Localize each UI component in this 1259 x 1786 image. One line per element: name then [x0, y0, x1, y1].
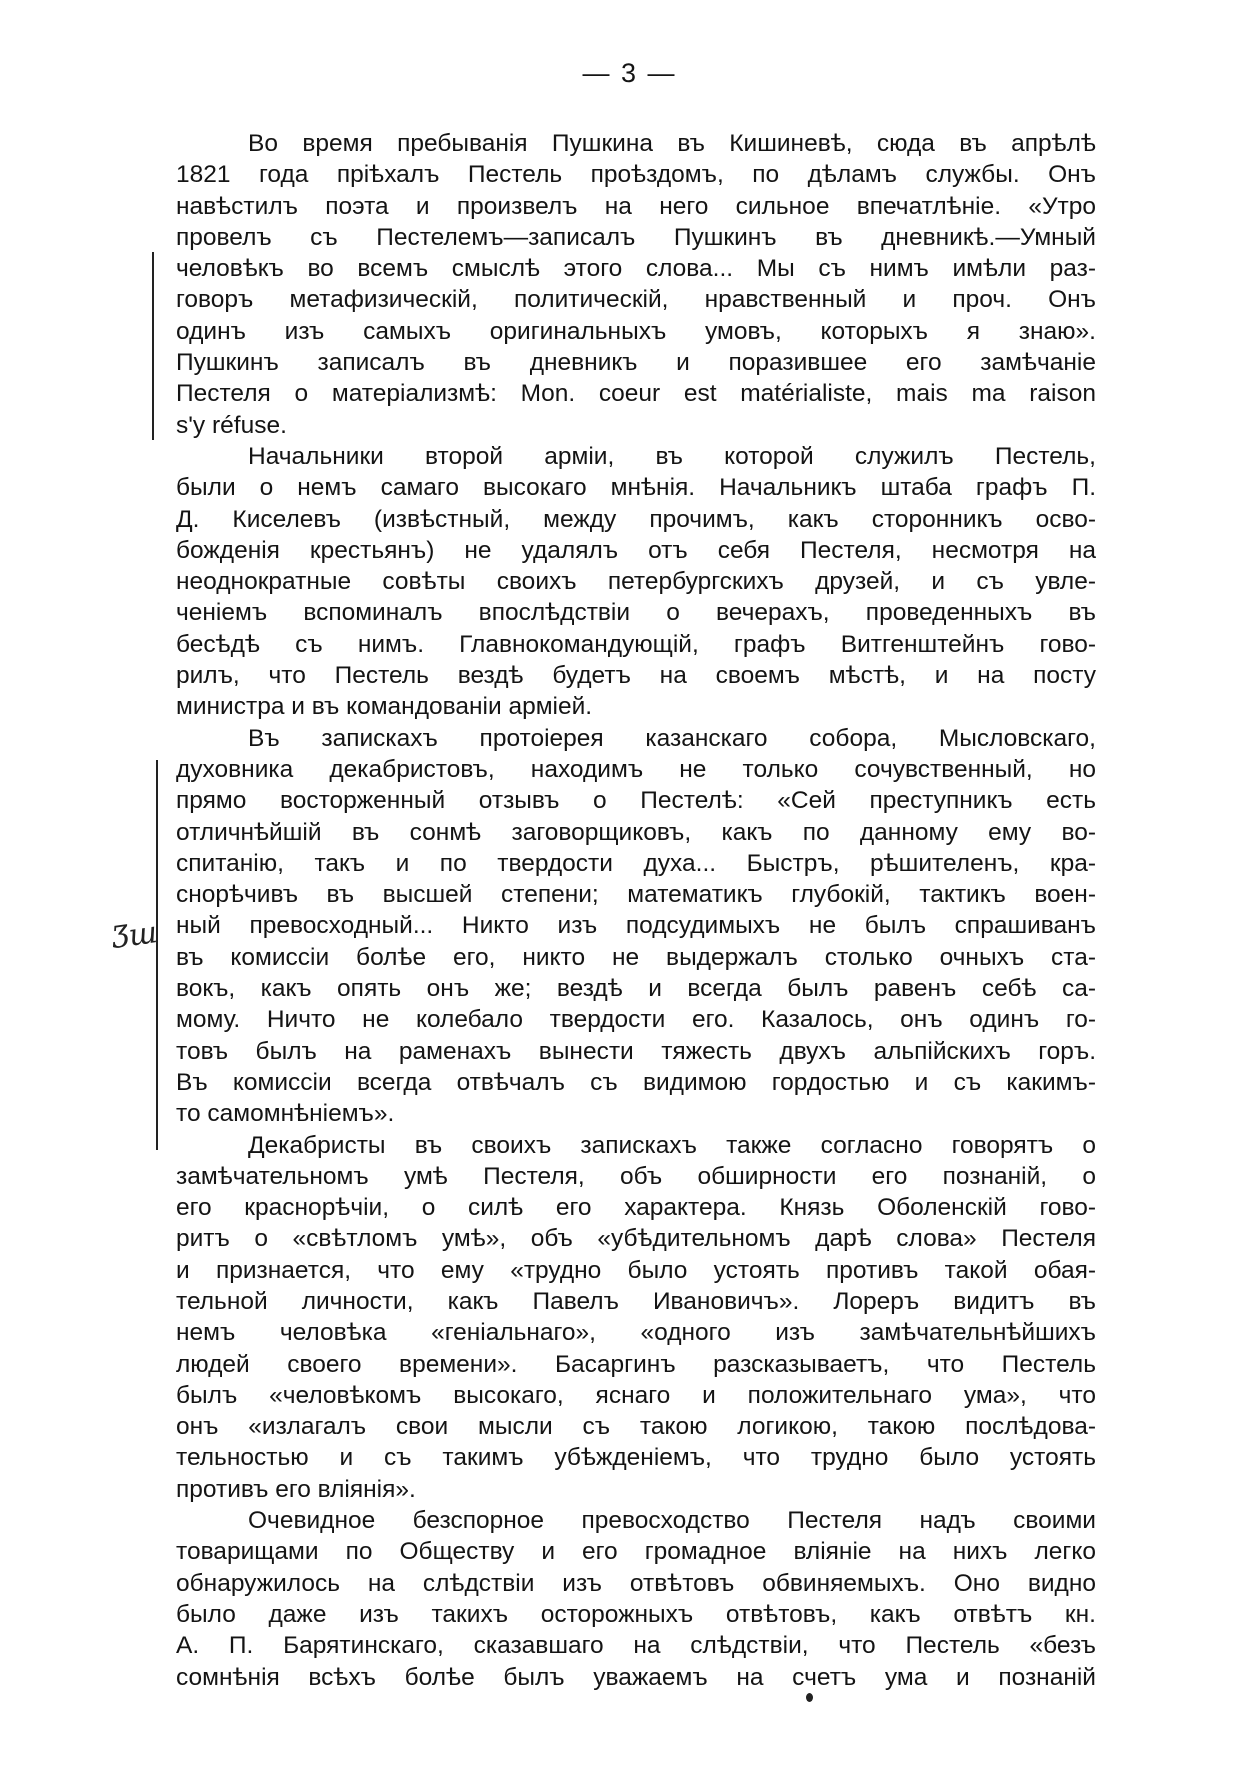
text-line: Очевидное безспорное превосходство Пестеля надъ своими	[248, 1507, 1096, 1535]
margin-bracket-middle	[156, 760, 164, 1150]
text-line: Во время пребыванія Пушкина въ Кишиневѣ, сюда въ апрѣлѣ	[248, 130, 1096, 157]
text-line: министра и въ командованіи арміей.	[176, 693, 593, 721]
text-line: провелъ съ Пестелемъ—записалъ Пушкинъ въ дневникѣ.—Умный	[176, 223, 1096, 251]
margin-bracket-top	[152, 252, 160, 440]
text-line: ченіемъ вспоминалъ впослѣдствіи о вечерахъ, проведенныхъ въ	[176, 599, 1096, 627]
text-line: немъ человѣка «геніальнаго», «одного изъ замѣчательнѣйшихъ	[176, 1319, 1096, 1347]
text-line: говоръ метафизическій, политическій, нравственный и проч. Онъ	[176, 286, 1096, 314]
text-line: то самомнѣніемъ».	[176, 1100, 395, 1128]
text-line: ный превосходный... Никто изъ подсудимыхъ не былъ спрашиванъ	[176, 912, 1096, 940]
text-line: его краснорѣчіи, о силѣ его характера. Князь Оболенскій гово-	[176, 1194, 1096, 1222]
text-line: Пестеля о матеріализмѣ: Mon. coeur est matérialiste, mais ma raison	[176, 380, 1096, 408]
paragraph-2	[176, 441, 1096, 723]
text-line: человѣкъ во всемъ смыслѣ этого слова... Мы съ нимъ имѣли раз-	[176, 255, 1096, 283]
body-text	[176, 128, 1096, 1693]
text-line: противъ его вліянія».	[176, 1475, 416, 1503]
text-line: Д. Киселевъ (извѣстный, между прочимъ, какъ сторонникъ осво-	[176, 505, 1096, 533]
text-line: отличнѣйшій въ сонмѣ заговорщиковъ, какъ по данному ему во-	[176, 818, 1096, 846]
text-line: было даже изъ такихъ осторожныхъ отвѣтовъ, какъ отвѣтъ кн.	[176, 1600, 1096, 1628]
text-line: тельной личности, какъ Павелъ Ивановичъ». Лореръ видитъ въ	[176, 1287, 1096, 1315]
text-line: навѣстилъ поэта и произвелъ на него сильное впечатлѣніе. «Утро	[176, 192, 1096, 220]
text-line: людей своего времени». Басаргинъ разсказываетъ, что Пестель	[176, 1350, 1096, 1378]
text-line: Въ комиссіи всегда отвѣчалъ съ видимою гордостью и съ какимъ-	[176, 1068, 1096, 1096]
paragraph-1	[176, 128, 1096, 441]
text-line: духовника декабристовъ, находимъ не только сочувственный, но	[176, 755, 1096, 783]
text-line: спитанію, такъ и по твердости духа... Быстръ, рѣшителенъ, кра-	[176, 849, 1096, 877]
text-line: ритъ о «свѣтломъ умѣ», объ «убѣдительномъ дарѣ слова» Пестеля	[176, 1225, 1096, 1253]
text-line: неоднократные совѣты своихъ петербургскихъ друзей, и съ увле-	[176, 568, 1096, 596]
text-line: былъ «человѣкомъ высокаго, яснаго и положительнаго ума», что	[176, 1381, 1096, 1409]
text-line: сомнѣнія всѣхъ болѣе былъ уважаемъ на счетъ ума и познаній	[176, 1663, 1096, 1691]
text-line: замѣчательномъ умѣ Пестеля, объ обширности его познаній, о	[176, 1162, 1096, 1190]
text-line: въ комиссіи болѣе его, никто не выдержалъ столько очныхъ ста-	[176, 943, 1096, 971]
text-line: товарищами по Обществу и его громадное вліяніе на нихъ легко	[176, 1538, 1096, 1566]
text-line: Начальники второй арміи, въ которой служилъ Пестель,	[248, 442, 1096, 470]
text-line: 1821 года пріѣхалъ Пестель проѣздомъ, по дѣламъ службы. Онъ	[176, 161, 1096, 189]
text-line: тельностью и съ такимъ убѣжденіемъ, что трудно было устоять	[176, 1444, 1096, 1472]
text-line: Декабристы въ своихъ запискахъ также согласно говорятъ о	[248, 1131, 1096, 1159]
text-line: бесѣдѣ съ нимъ. Главнокомандующій, графъ Витгенштейнъ гово-	[176, 630, 1096, 658]
text-line: рилъ, что Пестель вездѣ будетъ на своемъ мѣстѣ, и на посту	[176, 662, 1096, 690]
text-line: товъ былъ на раменахъ вынести тяжесть двухъ альпійскихъ горъ.	[176, 1037, 1096, 1065]
text-line: мому. Ничто не колебало твердости его. Казалось, онъ одинъ го-	[176, 1006, 1096, 1034]
ink-speck	[806, 1693, 813, 1702]
text-line: А. П. Барятинскаго, сказавшаго на слѣдствіи, что Пестель «безъ	[176, 1632, 1096, 1660]
text-line: божденія крестьянъ) не удалялъ отъ себя Пестеля, несмотря на	[176, 536, 1096, 564]
text-line: обнаружилось на слѣдствіи изъ отвѣтовъ обвиняемыхъ. Оно видно	[176, 1569, 1096, 1597]
text-line: Въ запискахъ протоіерея казанскаго собора, Мысловскаго,	[248, 724, 1096, 752]
text-line: вокъ, какъ опять онъ же; вездѣ и всегда былъ равенъ себѣ са-	[176, 975, 1096, 1003]
text-line: s'y réfuse.	[176, 411, 287, 439]
page-number: — 3 —	[582, 58, 677, 88]
text-line: и признается, что ему «трудно было устоять противъ такой обая-	[176, 1256, 1096, 1284]
text-line: одинъ изъ самыхъ оригинальныхъ умовъ, которыхъ я знаю».	[176, 317, 1096, 345]
paragraph-3	[176, 723, 1096, 1130]
text-line: снорѣчивъ въ высшей степени; математикъ глубокій, тактикъ воен-	[176, 881, 1096, 909]
margin-handwritten-note: Ʒш	[109, 915, 160, 956]
paragraph-4	[176, 1130, 1096, 1506]
text-line: прямо восторженный отзывъ о Пестелѣ: «Сей преступникъ есть	[176, 787, 1096, 815]
paragraph-5	[176, 1505, 1096, 1693]
text-line: были о немъ самаго высокаго мнѣнія. Начальникъ штаба графъ П.	[176, 474, 1096, 502]
text-line: онъ «излагалъ свои мысли съ такою логикою, такою послѣдова-	[176, 1413, 1096, 1441]
text-line: Пушкинъ записалъ въ дневникъ и поразившее его замѣчаніе	[176, 349, 1096, 377]
